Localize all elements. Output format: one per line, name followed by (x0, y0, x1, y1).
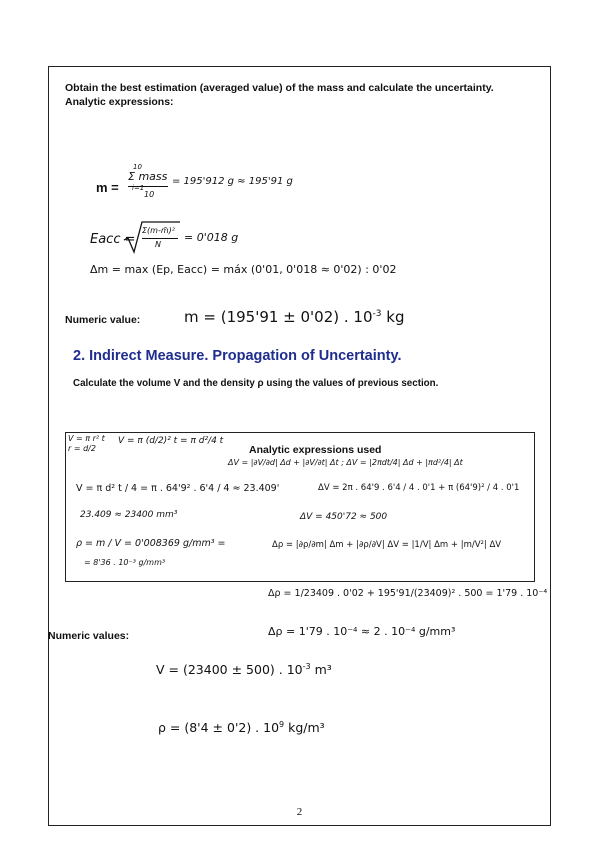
density-calculation: ρ = m / V = 0'008369 g/mm³ = (76, 538, 226, 549)
dv-rounded: ΔV = 450'72 ≈ 500 (300, 512, 388, 522)
volume-final (156, 662, 332, 677)
sum-upper-limit: 10 (133, 163, 142, 171)
volume-definition: V = π r² t (68, 434, 105, 443)
volume-final-text: V = (23400 ± 500) . 10 (156, 662, 303, 678)
m-formula-result: = 195'912 g ≈ 195'91 g (172, 176, 293, 187)
volume-rounded: 23.409 ≈ 23400 mm³ (80, 510, 178, 520)
mass-numeric-value (184, 308, 405, 326)
m-formula-lhs: m = (96, 180, 119, 195)
numeric-value-label: Numeric value: (65, 314, 141, 326)
radius-definition: r = d/2 (68, 444, 96, 453)
fraction-bar (128, 186, 168, 187)
density-final-unit: kg/m³ (288, 720, 325, 736)
density-final-exponent: 9 (279, 720, 285, 729)
drho-numeric: Δρ = 1/23409 . 0'02 + 195'91/(23409)² . 500 = 1'79 . 10⁻⁴ (268, 588, 548, 599)
dm-formula: Δm = max (Ep, Eacc) = máx (0'01, 0'018 ≈ 0'02) : 0'02 (90, 263, 397, 276)
drho-rounded: Δρ = 1'79 . 10⁻⁴ ≈ 2 . 10⁻⁴ g/mm³ (268, 625, 456, 638)
intro-line-2: Analytic expressions: (65, 96, 174, 108)
m-formula-numerator: Σ mass (128, 170, 168, 183)
intro-line-1: Obtain the best estimation (averaged value) of the mass and calculate the uncertainty. (65, 82, 494, 94)
eacc-lhs: Eacc = (90, 232, 136, 247)
eacc-radicand-den: N (155, 240, 161, 249)
section-instruction: Calculate the volume V and the density ρ using the values of previous section. (73, 378, 439, 389)
dv-calculation: ΔV = 2π . 64'9 . 6'4 / 4 . 0'1 + π (64'9)² / 4 . 0'1 (318, 483, 520, 493)
page-number: 2 (296, 806, 303, 818)
volume-calculation: V = π d² t / 4 = π . 64'9² . 6'4 / 4 ≈ 23.409' (76, 483, 280, 494)
volume-final-unit: m³ (314, 662, 332, 678)
drho-formula: Δρ = |∂ρ/∂m| Δm + |∂ρ/∂V| ΔV = |1/V| Δm + |m/V²| ΔV (272, 540, 502, 550)
density-final (158, 720, 325, 735)
mass-exponent: -3 (372, 309, 382, 319)
section-heading: 2. Indirect Measure. Propagation of Uncertainty. (73, 348, 402, 364)
box-title: Analytic expressions used (249, 444, 382, 456)
volume-final-exponent: -3 (302, 662, 311, 671)
volume-substitution: V = π (d/2)² t = π d²/4 t (118, 436, 224, 446)
numeric-values-label: Numeric values: (48, 630, 130, 642)
sum-lower-limit: i=1 (132, 184, 145, 192)
density-calculation-sci: = 8'36 . 10⁻³ g/mm³ (84, 558, 166, 567)
mass-value-text: m = (195'91 ± 0'02) . 10 (184, 308, 373, 326)
dv-general-formula: ΔV = |∂V/∂d| Δd + |∂V/∂t| Δt ; ΔV = |2πdt/4| Δd + |πd²/4| Δt (228, 458, 463, 467)
sqrt-fraction-bar (142, 238, 178, 239)
mass-unit: kg (386, 308, 405, 326)
eacc-radicand: Σ(m-m̄)² (142, 226, 175, 235)
m-formula-denominator: 10 (144, 190, 155, 199)
density-final-text: ρ = (8'4 ± 0'2) . 10 (158, 720, 280, 736)
eacc-result: = 0'018 g (184, 231, 239, 244)
